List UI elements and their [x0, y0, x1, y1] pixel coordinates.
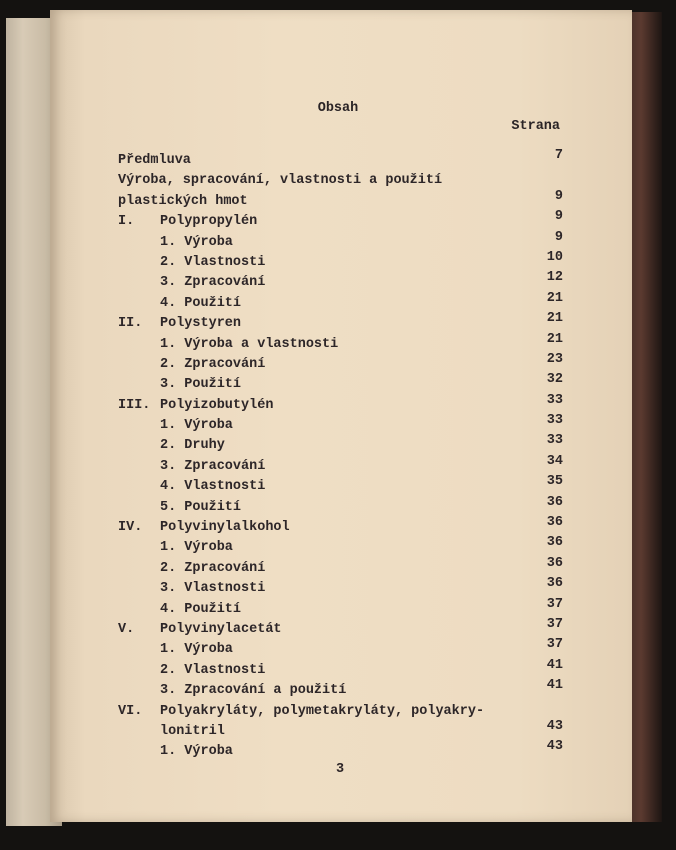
toc-entry-title: 2. Zpracování — [160, 356, 266, 372]
heading-text: Obsah — [317, 101, 359, 116]
toc-entry-page: 37 — [546, 637, 563, 653]
toc-entry-roman: VI. — [118, 703, 143, 719]
toc-entry — [118, 555, 563, 579]
toc-entry-title: lonitril — [160, 723, 225, 739]
toc-entry — [118, 392, 563, 416]
toc-entry-title: 5. Použití — [160, 499, 242, 515]
toc-entry-title: Polyakryláty, polymetakryláty, polyakry- — [160, 703, 485, 719]
toc-entry-page: 7 — [554, 148, 563, 163]
toc-entry-page: 12 — [546, 270, 563, 286]
toc-entry-page: 37 — [546, 616, 563, 632]
toc-entry-page: 33 — [546, 392, 563, 408]
toc-entry-title: Polyvinylalkohol — [160, 520, 290, 536]
toc-entry-title: Výroba, spracování, vlastnosti a použití — [118, 173, 443, 189]
toc-entry-page: 35 — [546, 474, 563, 490]
toc-entry — [118, 718, 563, 742]
toc-entry-roman: IV. — [118, 520, 143, 536]
page-title — [50, 101, 632, 116]
toc-entry-page: 9 — [554, 229, 563, 245]
toc-entry-roman: I. — [118, 214, 135, 230]
toc-entry — [118, 657, 563, 681]
toc-entry-page: 37 — [546, 596, 563, 612]
toc-entry — [118, 702, 563, 722]
toc-entry-title: 1. Výroba — [160, 744, 233, 760]
toc-entry-title: Polyizobutylén — [160, 397, 274, 413]
toc-entry-page: 23 — [546, 351, 563, 367]
book-page — [50, 10, 632, 822]
toc-entry — [118, 209, 563, 232]
toc-entry-page: 9 — [554, 188, 563, 204]
toc-entry-title: 3. Použití — [160, 377, 242, 393]
toc-entry-title: 1. Výroba — [160, 642, 233, 658]
toc-entry-title: 3. Vlastnosti — [160, 581, 266, 597]
toc-entry-title: 1. Výroba — [160, 418, 233, 434]
toc-entry — [118, 739, 563, 762]
toc-entry-title: 2. Zpracování — [160, 560, 266, 576]
toc-entry — [118, 351, 563, 375]
toc-entry-page: 41 — [546, 657, 563, 673]
toc-entry-title: 2. Vlastnosti — [160, 662, 266, 678]
toc-entry-page: 36 — [546, 535, 563, 551]
toc-entry-page: 43 — [546, 739, 563, 755]
toc-entry-title: 4. Vlastnosti — [160, 479, 266, 495]
toc-entry — [118, 637, 563, 660]
toc-entry-page: 34 — [546, 453, 563, 469]
page-column-label: Strana — [511, 119, 560, 134]
toc-entry-title: Polyvinylacetát — [160, 621, 282, 637]
toc-entry-title: 1. Výroba a vlastnosti — [160, 336, 339, 352]
toc-entry-page: 33 — [546, 413, 563, 429]
table-of-contents — [118, 148, 563, 763]
toc-entry — [118, 453, 563, 477]
toc-entry-title: 3. Zpracování — [160, 458, 266, 474]
toc-entry-roman: III. — [118, 397, 151, 413]
toc-entry — [118, 171, 563, 191]
toc-entry-title: 1. Výroba — [160, 540, 233, 556]
toc-entry-page: 21 — [546, 311, 563, 327]
toc-entry-page: 21 — [546, 290, 563, 306]
toc-entry — [118, 616, 563, 640]
toc-entry-title: 3. Zpracování a použití — [160, 683, 347, 699]
toc-entry-title: Předmluva — [118, 153, 191, 168]
toc-entry — [118, 413, 563, 436]
toc-entry-title: 4. Použití — [160, 295, 242, 311]
toc-entry-title: 2. Vlastnosti — [160, 254, 266, 270]
toc-entry-page: 36 — [546, 494, 563, 510]
toc-entry-page: 21 — [546, 331, 563, 347]
toc-entry-page: 33 — [546, 433, 563, 449]
toc-entry-title: 4. Použití — [160, 601, 242, 617]
toc-entry-page: 9 — [554, 209, 563, 225]
toc-entry — [118, 515, 563, 538]
toc-entry-page: 36 — [546, 555, 563, 571]
toc-entry — [118, 331, 563, 355]
toc-entry — [118, 290, 563, 314]
toc-entry — [118, 576, 563, 599]
toc-entry-page: 32 — [546, 372, 563, 388]
toc-entry — [118, 148, 563, 171]
toc-entry — [118, 596, 563, 620]
toc-entry — [118, 678, 563, 701]
toc-entry — [118, 494, 563, 518]
toc-entry-title: 3. Zpracování — [160, 275, 266, 291]
toc-entry-page: 10 — [546, 249, 563, 265]
toc-entry-page: 36 — [546, 576, 563, 592]
toc-entry-title: plastických hmot — [118, 193, 248, 209]
page-number: 3 — [336, 762, 345, 777]
toc-entry-roman: V. — [118, 621, 135, 637]
toc-entry — [118, 535, 563, 558]
toc-entry — [118, 311, 563, 334]
toc-entry — [118, 229, 563, 253]
toc-entry-page: 41 — [546, 678, 563, 694]
toc-entry — [118, 372, 563, 395]
toc-entry — [118, 270, 563, 293]
toc-entry — [118, 433, 563, 456]
toc-entry — [118, 249, 563, 273]
toc-entry — [118, 188, 563, 212]
toc-entry-title: 1. Výroba — [160, 234, 233, 250]
toc-entry-title: Polypropylén — [160, 214, 258, 230]
toc-entry-roman: II. — [118, 316, 143, 332]
toc-entry-title: Polystyren — [160, 316, 242, 332]
toc-entry-page: 43 — [546, 718, 563, 734]
toc-entry-title: 2. Druhy — [160, 438, 225, 454]
toc-entry — [118, 474, 563, 497]
toc-entry-page: 36 — [546, 515, 563, 531]
